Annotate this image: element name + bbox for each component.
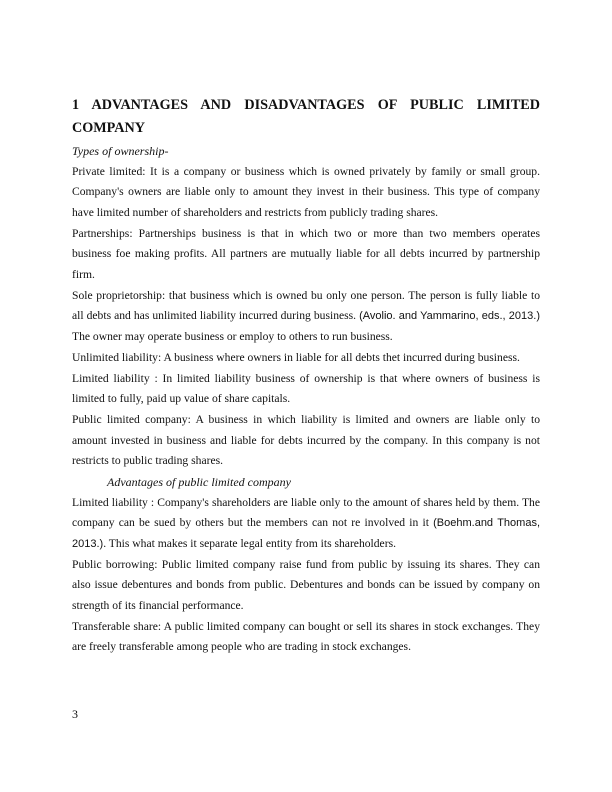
document-body <box>72 94 540 658</box>
private-limited-paragraph: Private limited: It is a company or business which is owned privately by family or small group. Company's owners are liable only to amount they invest in their business. This type of company have limited number of shareholders and restricts from publicly trading shares. <box>72 164 540 219</box>
public-limited-company-paragraph: Public limited company: A business in which liability is limited and owners are liable only to amount invested in business and liable for debts incurred by the company. In this company is not restricts to public trading shares. <box>72 412 540 468</box>
section-heading: 1 ADVANTAGES AND DISADVANTAGES OF PUBLIC LIMITED COMPANY <box>72 97 540 136</box>
limited-liability-paragraph: Limited liability : In limited liability business of ownership is that where owners of business is limited to fully, paid up value of share capitals. <box>72 371 540 406</box>
sole-proprietorship-text-end: The owner may operate business or employ to others to run business. <box>72 330 393 344</box>
citation-avolio: (Avolio. and Yammarino, eds., 2013.) <box>359 310 540 323</box>
sole-proprietorship-text: Sole proprietorship: that business which is owned bu only one person. The person is fully liable to all debts and has unlimited liability incurred during business. <box>72 288 540 323</box>
advantage-limited-liability-text: Limited liability : Company's shareholders are liable only to the amount of shares held by them. The company can be sued by others but the members can not re involved in it <box>72 495 540 530</box>
advantage-limited-liability-text-end: . This what makes it separate legal entity from its shareholders. <box>103 536 396 550</box>
citation-boehm: (Boehm.and Thomas, 2013.) <box>72 517 540 550</box>
advantages-subheading: Advantages of public limited company <box>107 475 291 490</box>
public-borrowing-paragraph: Public borrowing: Public limited company raise fund from public by issuing its shares. They can also issue debentures and bonds from public. Debentures and bonds can be issued by company on strength of its financial performance. <box>72 557 540 613</box>
partnerships-paragraph: Partnerships: Partnerships business is that in which two or more than two members operates business foe making profits. All partners are mutually liable for all debts incurred by partnership firm. <box>72 226 540 282</box>
sole-proprietorship-paragraph <box>72 286 540 348</box>
unlimited-liability-paragraph: Unlimited liability: A business where owners in liable for all debts thet incurred during business. <box>72 350 520 364</box>
types-of-ownership-subheading: Types of ownership- <box>72 144 169 158</box>
page-number: 3 <box>72 707 78 721</box>
advantage-limited-liability-paragraph <box>72 493 540 555</box>
transferable-share-paragraph: Transferable share: A public limited company can bought or sell its shares in stock exchanges. They are freely transferable among people who are trading in stock exchanges. <box>72 619 540 654</box>
